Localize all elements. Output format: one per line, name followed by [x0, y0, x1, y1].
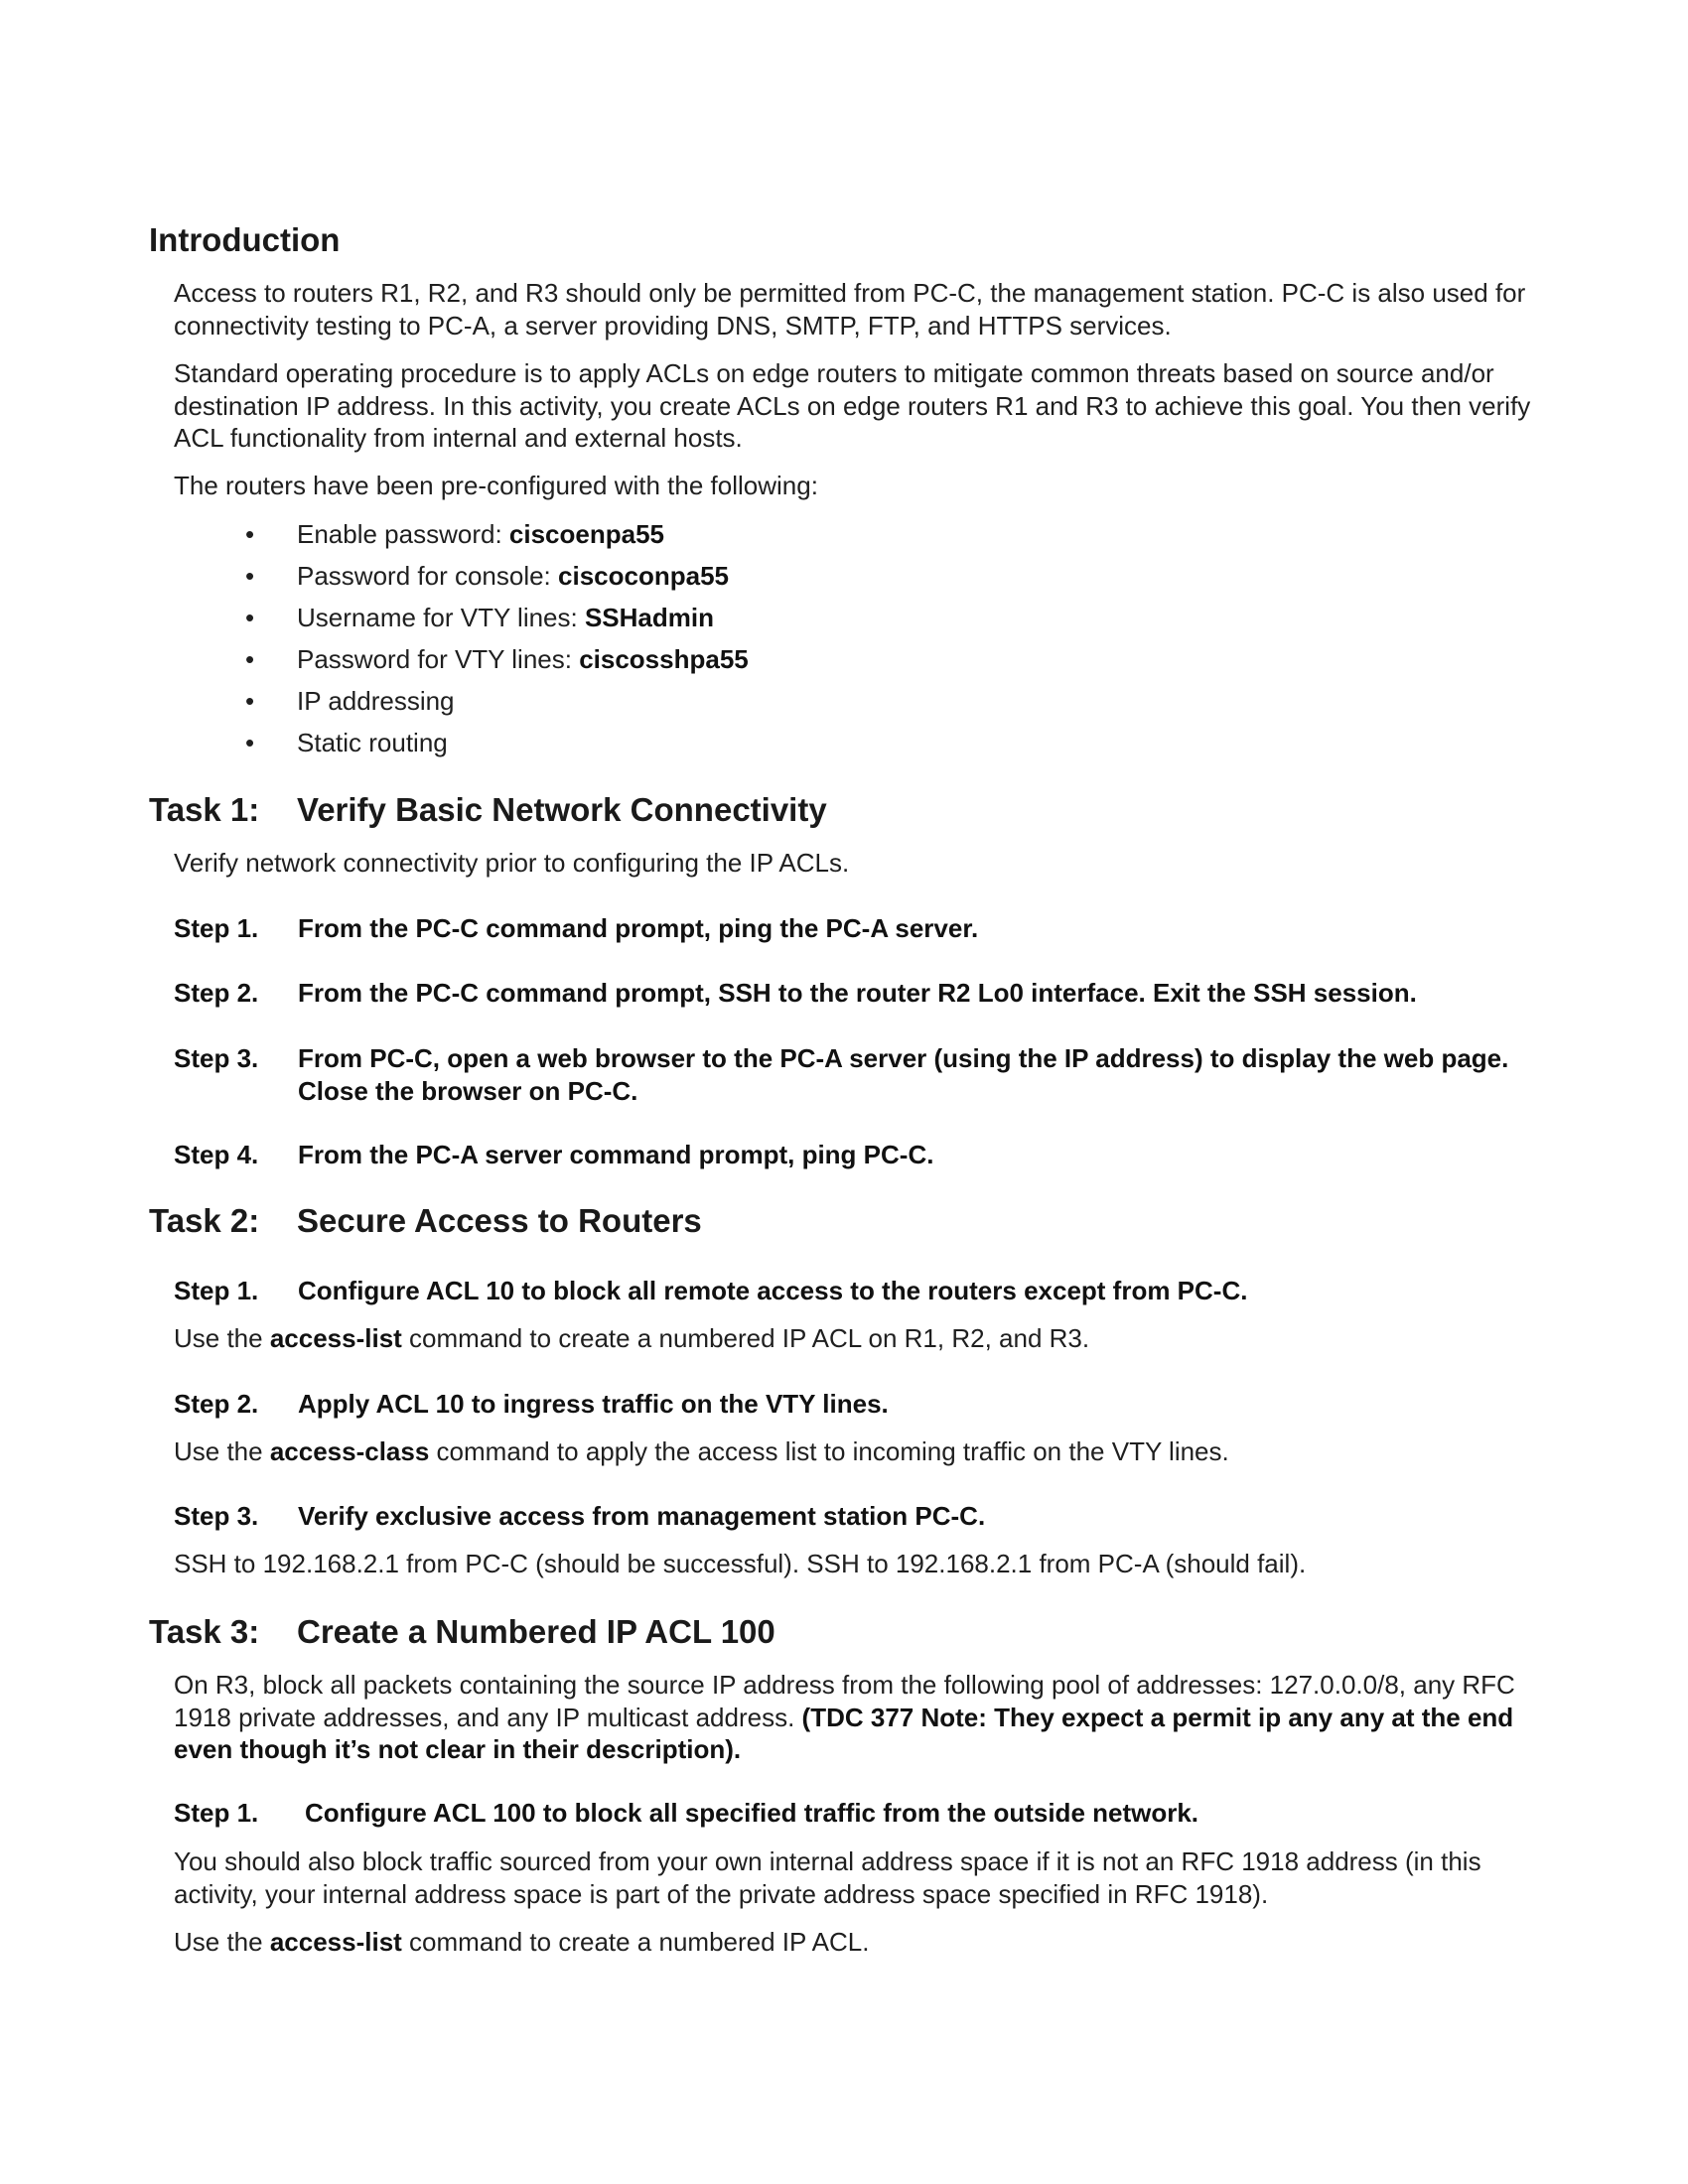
- bullet-label: Static routing: [297, 728, 448, 757]
- step-text: Apply ACL 10 to ingress traffic on the VTY lines.: [298, 1389, 889, 1419]
- step-text: Configure ACL 10 to block all remote access to the routers except from PC-C.: [298, 1276, 1248, 1305]
- bullet-value: ciscosshpa55: [579, 644, 749, 674]
- step-number: Step 2.: [174, 978, 259, 1008]
- instructor-note: (TDC 377 Note: They expect a permit ip any any at the end even though it’s not clear in their description).: [174, 1702, 1514, 1764]
- task-2-step-2-description: Use the access-class command to apply the access list to incoming traffic on the VTY lines.: [174, 1436, 1229, 1466]
- bullet-icon: •: [245, 561, 255, 591]
- bullet-value: ciscoconpa55: [558, 561, 729, 591]
- task-3-paragraph-2: Use the access-list command to create a numbered IP ACL.: [174, 1927, 870, 1957]
- bullet-label: Enable password:: [297, 519, 509, 549]
- intro-paragraph-1: Access to routers R1, R2, and R3 should only be permitted from PC-C, the management station. PC-C is also used for connectivity testing to PC-A, a server providing DNS, SMTP, FTP, and HTTPS services.: [174, 278, 1526, 341]
- step-text: Configure ACL 100 to block all specified traffic from the outside network.: [305, 1798, 1199, 1828]
- bullet-icon: •: [245, 644, 255, 674]
- intro-paragraph-2: Standard operating procedure is to apply ACLs on edge routers to mitigate common threats based on source and/or destination IP address. In this activity, you create ACLs on edge routers R1 and R3 to achieve this goal. You then verify ACL functionality from internal and external hosts.: [174, 358, 1531, 453]
- command-name: access-class: [269, 1436, 430, 1466]
- task-3-description: On R3, block all packets containing the source IP address from the following pool of addresses: 127.0.0.0/8, any RFC 1918 private addresses, and any IP multicast address. (TDC 377 Note: They expect a permit ip any any at the end even though it’s not clear in their description).: [174, 1670, 1515, 1764]
- task-1-heading: [149, 790, 827, 830]
- bullet-icon: •: [245, 519, 255, 549]
- command-name: access-list: [269, 1323, 402, 1353]
- bullet-label: IP addressing: [297, 686, 455, 716]
- task-number: Task 1:: [149, 791, 260, 828]
- step-text: From the PC-C command prompt, SSH to the router R2 Lo0 interface. Exit the SSH session.: [298, 978, 1417, 1008]
- step-number: Step 1.: [174, 1276, 259, 1305]
- bullet-value: ciscoenpa55: [508, 519, 664, 549]
- bullet-label: Password for console:: [297, 561, 559, 591]
- task-number: Task 3:: [149, 1613, 260, 1650]
- task-2-step-3-description: SSH to 192.168.2.1 from PC-C (should be successful). SSH to 192.168.2.1 from PC-A (should fail).: [174, 1549, 1307, 1578]
- task-1-description: Verify network connectivity prior to configuring the IP ACLs.: [174, 848, 850, 878]
- task-title: Verify Basic Network Connectivity: [297, 791, 827, 828]
- step-number: Step 1.: [174, 1798, 259, 1828]
- task-3-paragraph-1: You should also block traffic sourced from your own internal address space if it is not an RFC 1918 address (in this activity, your internal address space is part of the private address space specified in RFC 1918).: [174, 1846, 1481, 1909]
- command-name: access-list: [269, 1927, 402, 1957]
- step-text: From the PC-C command prompt, ping the PC-A server.: [298, 913, 979, 943]
- task-number: Task 2:: [149, 1202, 260, 1239]
- step-number: Step 1.: [174, 913, 259, 943]
- task-3-heading: [149, 1612, 775, 1652]
- bullet-icon: •: [245, 603, 255, 632]
- task-2-heading: [149, 1201, 702, 1241]
- intro-paragraph-3: The routers have been pre-configured with the following:: [174, 471, 818, 500]
- step-number: Step 3.: [174, 1501, 259, 1531]
- step-number: Step 4.: [174, 1140, 259, 1169]
- bullet-value: SSHadmin: [584, 603, 714, 632]
- step-text: Verify exclusive access from management station PC-C.: [298, 1501, 986, 1531]
- task-title: Secure Access to Routers: [297, 1202, 702, 1239]
- bullet-label: Password for VTY lines:: [297, 644, 580, 674]
- step-number: Step 2.: [174, 1389, 259, 1419]
- step-text: From the PC-A server command prompt, ping PC-C.: [298, 1140, 934, 1169]
- bullet-label: Username for VTY lines:: [297, 603, 585, 632]
- step-text: From PC-C, open a web browser to the PC-A server (using the IP address) to display the web page. Close the browser on PC-C.: [298, 1043, 1509, 1106]
- task-2-step-1-description: Use the access-list command to create a numbered IP ACL on R1, R2, and R3.: [174, 1323, 1090, 1353]
- bullet-icon: •: [245, 728, 255, 757]
- task-title: Create a Numbered IP ACL 100: [297, 1613, 775, 1650]
- step-number: Step 3.: [174, 1043, 259, 1073]
- bullet-icon: •: [245, 686, 255, 716]
- introduction-heading: Introduction: [149, 221, 341, 258]
